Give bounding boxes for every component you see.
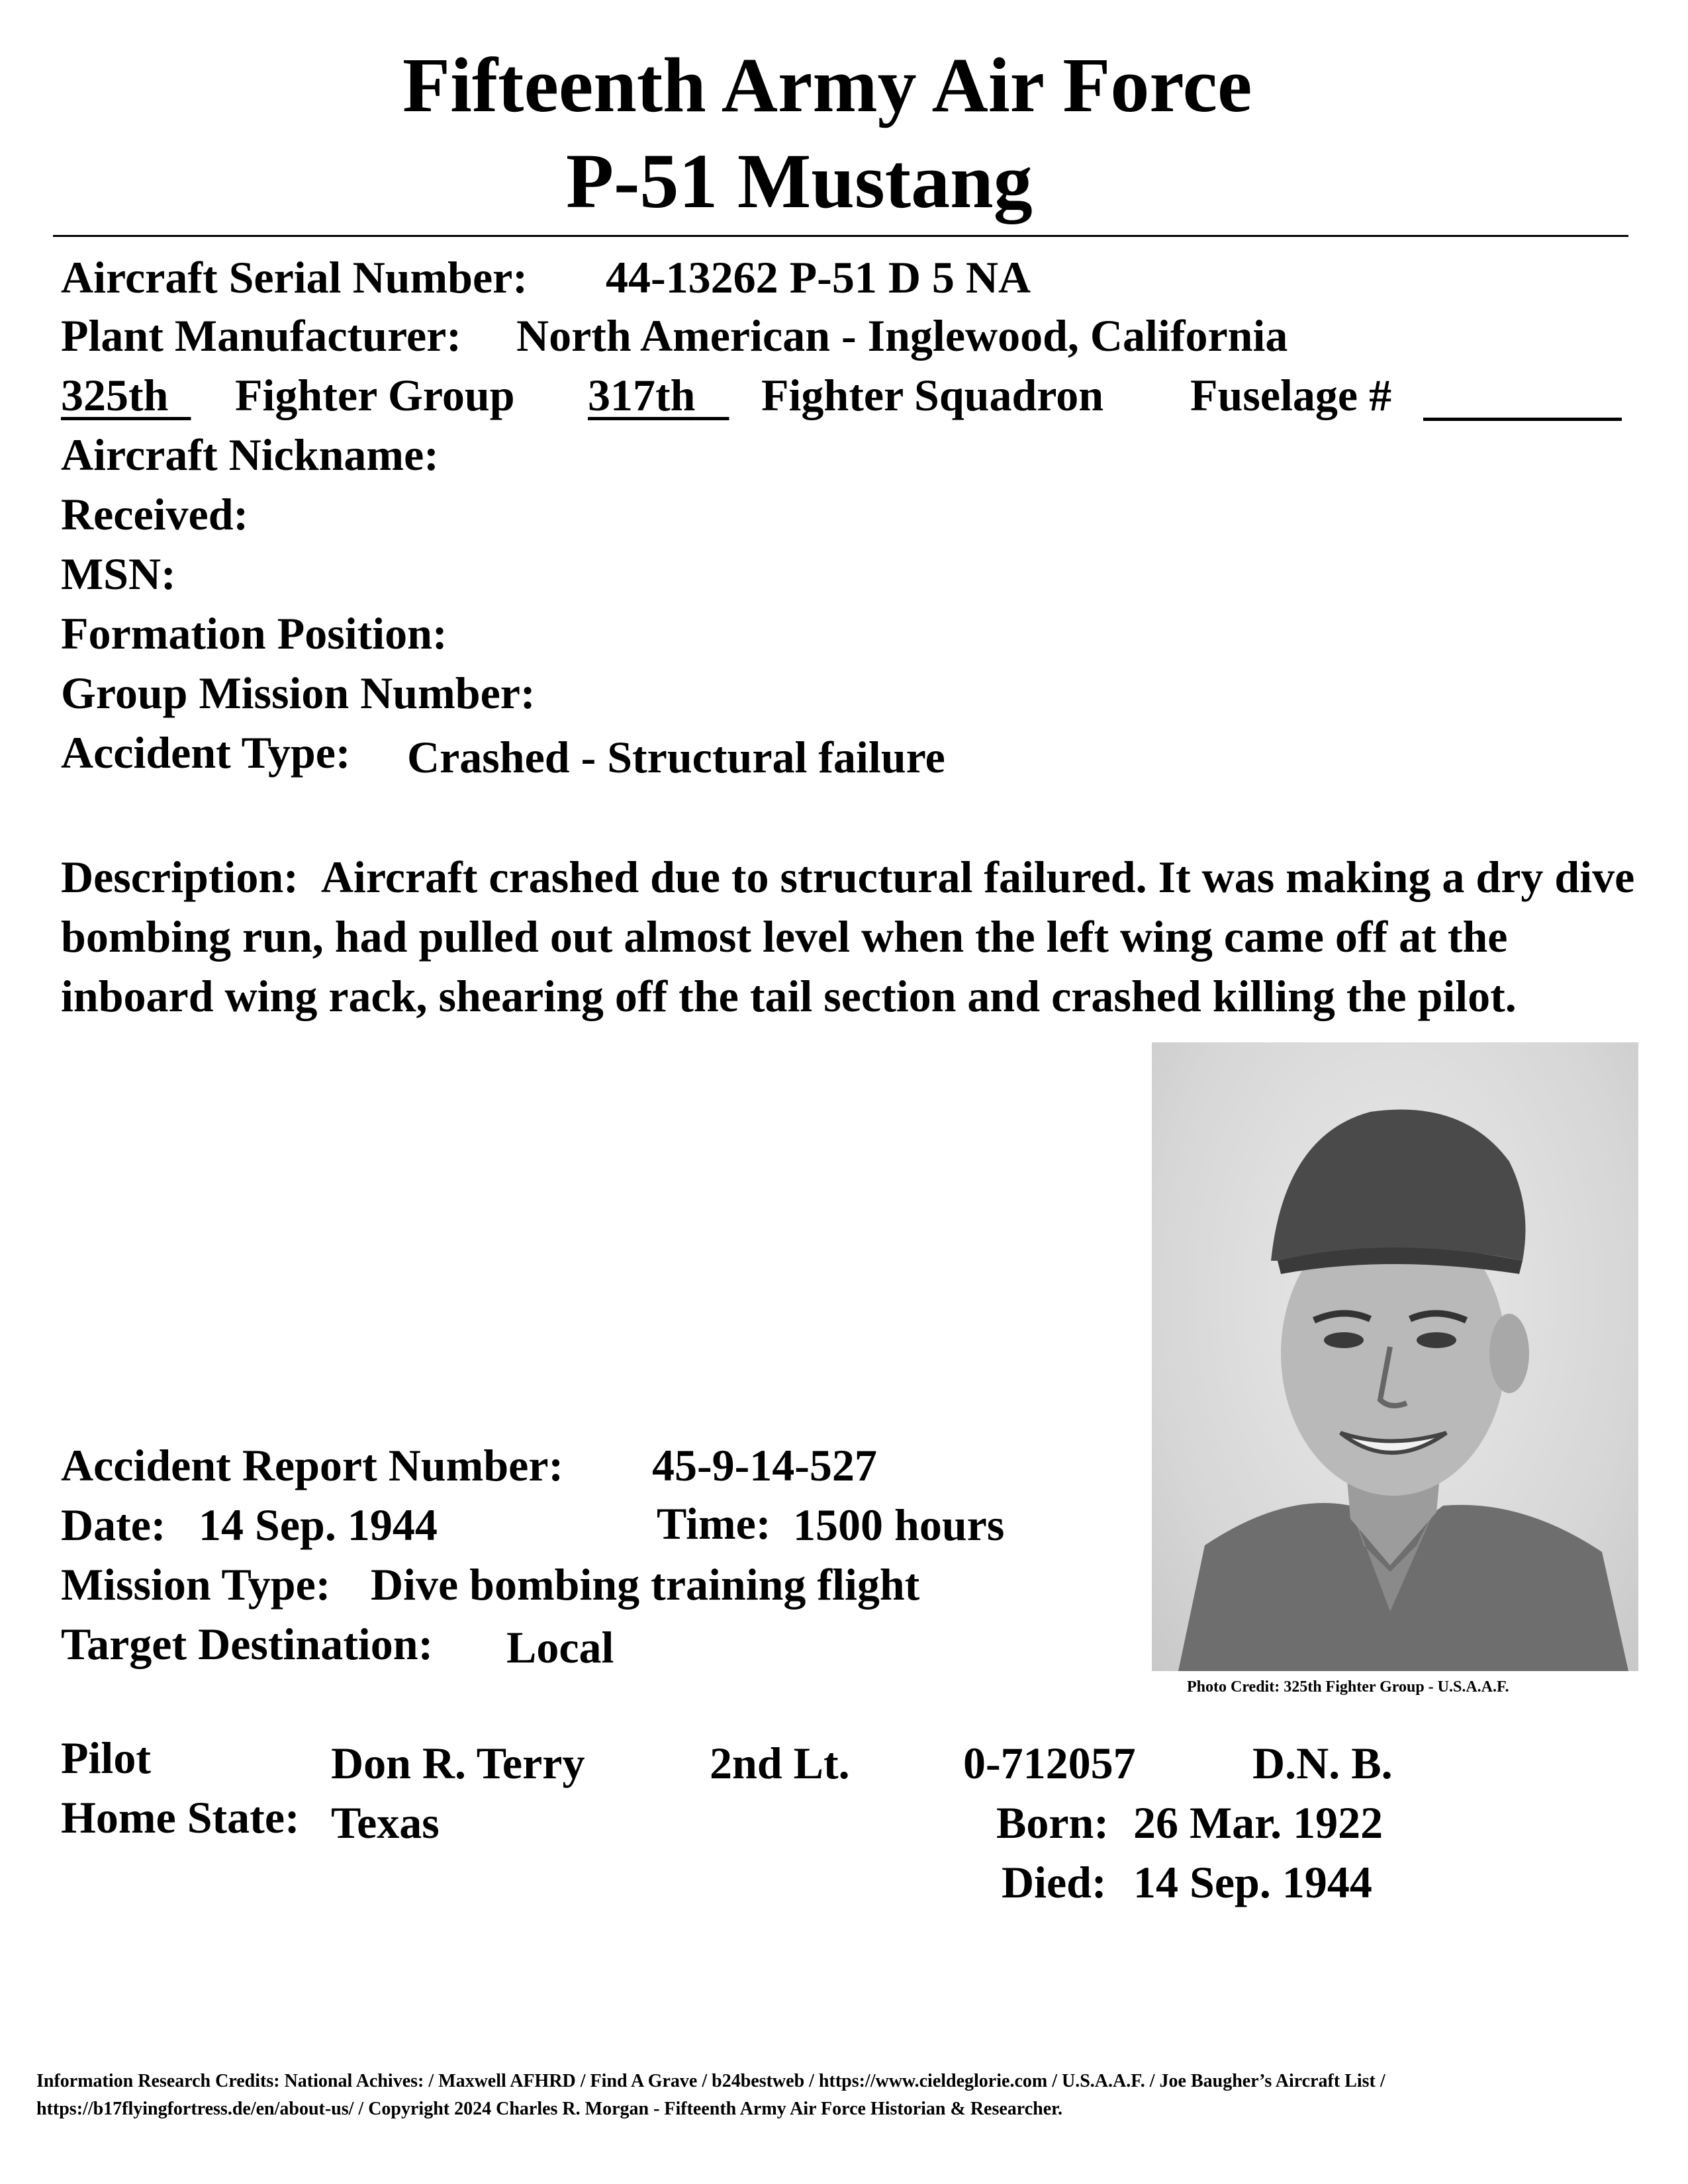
nickname-label: Aircraft Nickname: <box>61 430 439 480</box>
msn-label: MSN: <box>61 549 176 599</box>
received-label: Received: <box>61 489 249 539</box>
pilot-status: D.N. B. <box>1252 1738 1393 1788</box>
pilot-role: Pilot <box>61 1733 151 1783</box>
home-state-label: Home State: <box>61 1792 300 1843</box>
target-value: Local <box>506 1622 614 1672</box>
portrait-image <box>1152 1042 1638 1671</box>
description <box>61 847 1650 1026</box>
squadron-value: 317th <box>588 370 696 420</box>
footer-credits-line2: https://b17flyingfortress.de/en/about-us/ / Copyright 2024 Charles R. Morgan - Fifteenth Army Air Force Historian & Researcher. <box>36 2099 1062 2119</box>
pilot-name: Don R. Terry <box>331 1738 585 1788</box>
time-label: Time: <box>657 1498 771 1549</box>
manufacturer-label: Plant Manufacturer: <box>61 310 461 361</box>
report-number-label: Accident Report Number: <box>61 1440 564 1490</box>
time-value: 1500 hours <box>793 1500 1005 1550</box>
pilot-photo <box>1152 1042 1638 1671</box>
born-label: Born: <box>996 1797 1109 1848</box>
mission-type-value: Dive bombing training flight <box>371 1559 920 1610</box>
photo-credit: Photo Credit: 325th Fighter Group - U.S.A.A.F. <box>1187 1678 1509 1696</box>
header-divider <box>53 235 1628 237</box>
date-value: 14 Sep. 1944 <box>199 1500 438 1550</box>
description-label: Description: <box>61 852 299 902</box>
group-value: 325th <box>61 370 169 420</box>
pilot-rank: 2nd Lt. <box>710 1738 850 1788</box>
squadron-label: Fighter Squadron <box>761 370 1104 420</box>
page-title: Fifteenth Army Air Force <box>402 42 1252 128</box>
description-text: Aircraft crashed due to structural failured. It was making a dry dive bombing run, had pulled out almost level when the left wing came off at the inboard wing rack, shearing off the tail section and crashed killing the pilot. <box>61 852 1635 1021</box>
fuselage-blank <box>1423 373 1622 421</box>
born-value: 26 Mar. 1922 <box>1133 1797 1383 1848</box>
fuselage-label: Fuselage # <box>1190 370 1392 420</box>
accident-type-value: Crashed - Structural failure <box>407 732 945 782</box>
group-label: Fighter Group <box>235 370 515 420</box>
footer-credits-line1: Information Research Credits: National Achives: / Maxwell AFHRD / Find A Grave / b24bestweb / https://www.cieldeglorie.com / U.S.A.A.F. / Joe Baugher’s Aircraft List / <box>36 2071 1385 2091</box>
serial-value: 44-13262 P-51 D 5 NA <box>606 252 1031 302</box>
target-label: Target Destination: <box>61 1619 434 1669</box>
date-label: Date: <box>61 1500 166 1550</box>
died-value: 14 Sep. 1944 <box>1133 1857 1372 1907</box>
manufacturer-value: North American - Inglewood, California <box>516 310 1288 361</box>
serial-label: Aircraft Serial Number: <box>61 252 528 302</box>
mission-type-label: Mission Type: <box>61 1559 331 1610</box>
report-number-value: 45-9-14-527 <box>652 1440 877 1490</box>
formation-label: Formation Position: <box>61 608 447 659</box>
accident-type-label: Accident Type: <box>61 727 351 778</box>
died-label: Died: <box>1002 1857 1107 1907</box>
page-subtitle: P-51 Mustang <box>566 138 1033 224</box>
pilot-serial: 0-712057 <box>963 1738 1136 1788</box>
home-state-value: Texas <box>331 1797 440 1848</box>
group-mission-label: Group Mission Number: <box>61 668 536 718</box>
